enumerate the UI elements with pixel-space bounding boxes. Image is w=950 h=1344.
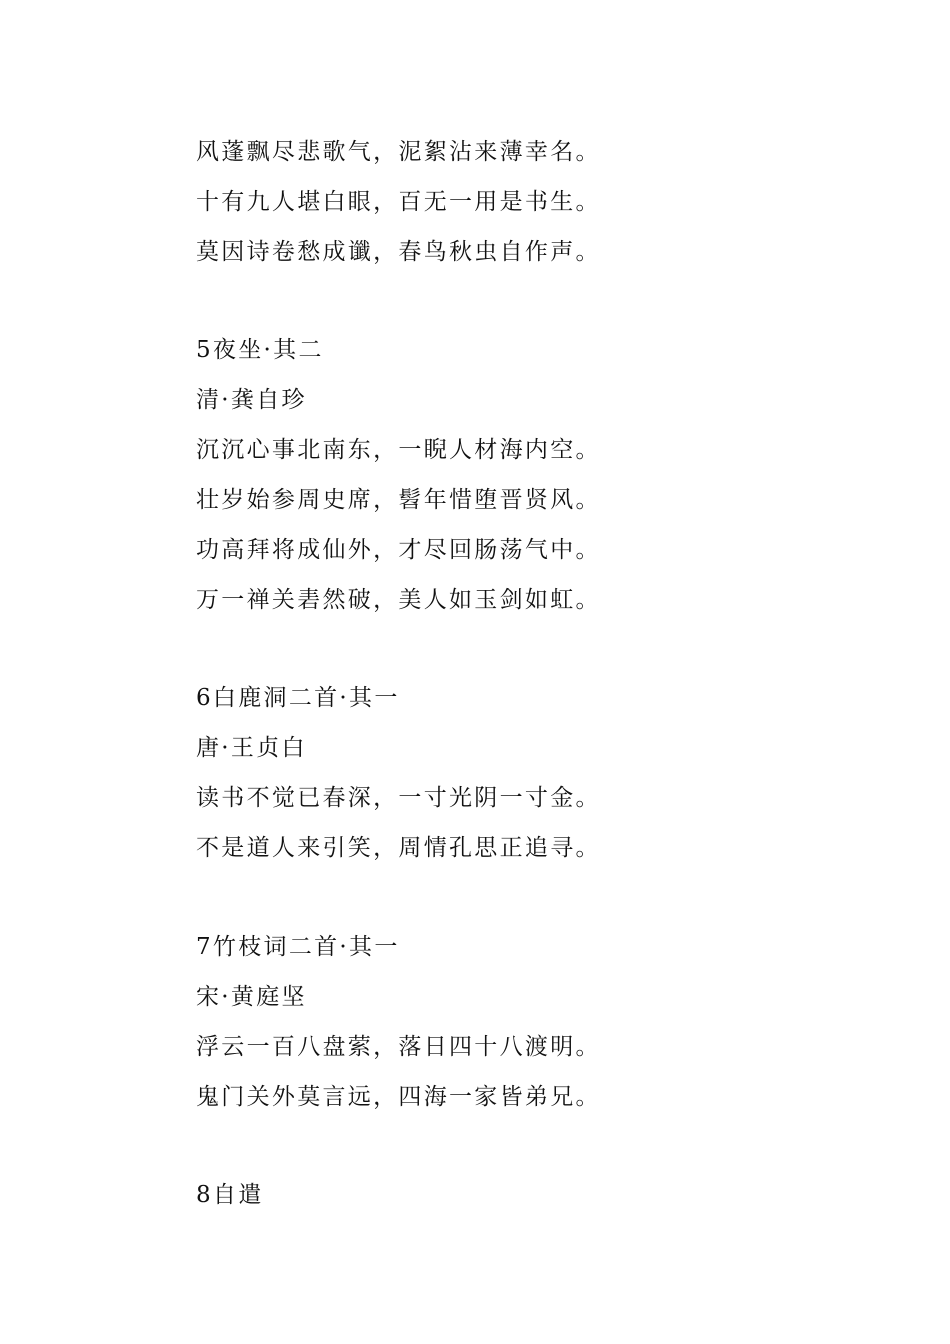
poem-author: 宋·黄庭坚 — [196, 984, 307, 1010]
poem-title: 7竹枝词二首·其一 — [196, 934, 400, 960]
poem-line: 沉沉心事北南东，一睨人材海内空。 — [196, 437, 601, 463]
poem-line: 鬼门关外莫言远，四海一家皆弟兄。 — [196, 1084, 601, 1110]
poem-line: 十有九人堪白眼，百无一用是书生。 — [196, 189, 601, 215]
poem-title: 5夜坐·其二 — [196, 337, 324, 363]
poem-author: 清·龚自珍 — [196, 387, 307, 413]
poem-line: 风蓬飘尽悲歌气，泥絮沾来薄幸名。 — [196, 139, 601, 165]
poem-title: 6白鹿洞二首·其一 — [196, 685, 400, 711]
poem-line: 功高拜将成仙外，才尽回肠荡气中。 — [196, 537, 601, 563]
poem-line: 莫因诗卷愁成谶，春鸟秋虫自作声。 — [196, 239, 601, 265]
poem-title: 8自遣 — [196, 1182, 264, 1208]
poem-line: 浮云一百八盘萦，落日四十八渡明。 — [196, 1034, 601, 1060]
poem-line: 不是道人来引笑，周情孔思正追寻。 — [196, 835, 601, 861]
poem-line: 壮岁始参周史席，髫年惜堕晋贤风。 — [196, 487, 601, 513]
poem-line: 万一禅关砉然破，美人如玉剑如虹。 — [196, 587, 601, 613]
poem-line: 读书不觉已春深，一寸光阴一寸金。 — [196, 785, 601, 811]
poem-author: 唐·王贞白 — [196, 735, 307, 761]
